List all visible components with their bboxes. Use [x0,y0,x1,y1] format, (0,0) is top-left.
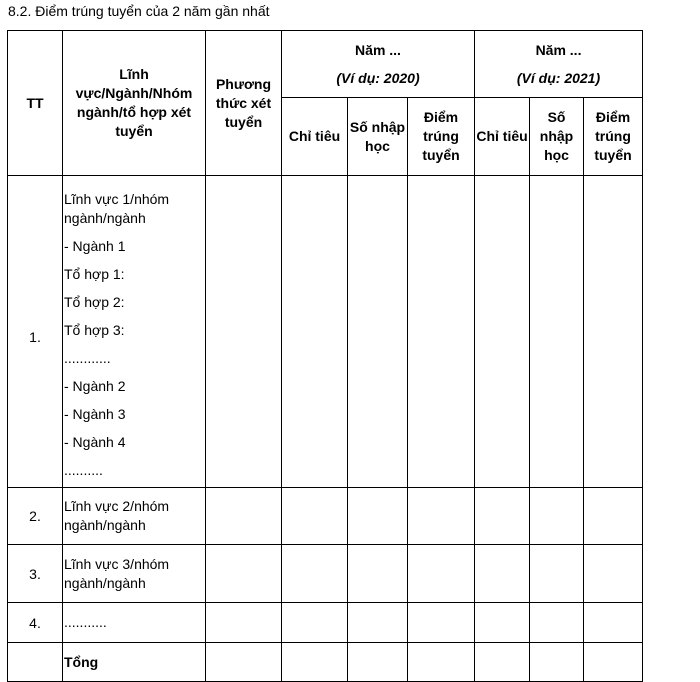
row-4-tt: 4. [8,603,63,643]
header-enrolled-1: Số nhập học [348,98,408,176]
header-tt: TT [8,31,63,176]
row-3-tt: 3. [8,545,63,603]
year-1-title: Năm ... [355,42,401,58]
row-total-label: Tổng [63,643,206,682]
list-item: - Ngành 4 [64,434,126,450]
row-2-field: Lĩnh vực 2/nhóm ngành/ngành [63,488,206,545]
header-year-2 [475,31,643,98]
table-row-total [8,643,643,682]
year-2-example: (Ví dụ: 2021) [516,70,601,86]
table-row [8,603,643,643]
header-enrolled-2: Số nhập học [530,98,584,176]
header-score-1: Điểm trúng tuyển [408,98,475,176]
list-item: - Ngành 2 [64,378,126,394]
row-1-field [63,176,206,488]
list-item: Tổ hợp 3: [64,322,125,338]
list-item: Lĩnh vực 1/nhóm ngành/ngành [64,191,170,226]
list-item: ............ [64,350,111,366]
admission-score-table [7,30,643,682]
year-2-title: Năm ... [535,42,582,58]
table-row [8,545,643,603]
list-item: - Ngành 1 [64,238,126,254]
row-1-tt: 1. [8,176,63,488]
row-2-tt: 2. [8,488,63,545]
list-item: - Ngành 3 [64,406,126,422]
list-item: .......... [64,462,103,478]
table-row [8,176,643,488]
list-item: Tổ hợp 2: [64,294,125,310]
header-year-1 [282,31,475,98]
header-field: Lĩnh vực/Ngành/Nhóm ngành/tổ hợp xét tuyển [63,31,206,176]
header-quota-2: Chỉ tiêu [475,98,530,176]
list-item: Tổ hợp 1: [64,266,125,282]
row-3-field: Lĩnh vực 3/nhóm ngành/ngành [63,545,206,603]
section-heading: 8.2. Điểm trúng tuyển của 2 năm gần nhất [8,3,270,19]
row-4-field: ........... [63,603,206,643]
year-1-example: (Ví dụ: 2020) [336,70,420,86]
header-score-2: Điểm trúng tuyển [584,98,643,176]
table-row [8,488,643,545]
header-quota-1: Chỉ tiêu [282,98,348,176]
header-method: Phương thức xét tuyển [206,31,282,176]
row-total-tt [8,643,63,682]
